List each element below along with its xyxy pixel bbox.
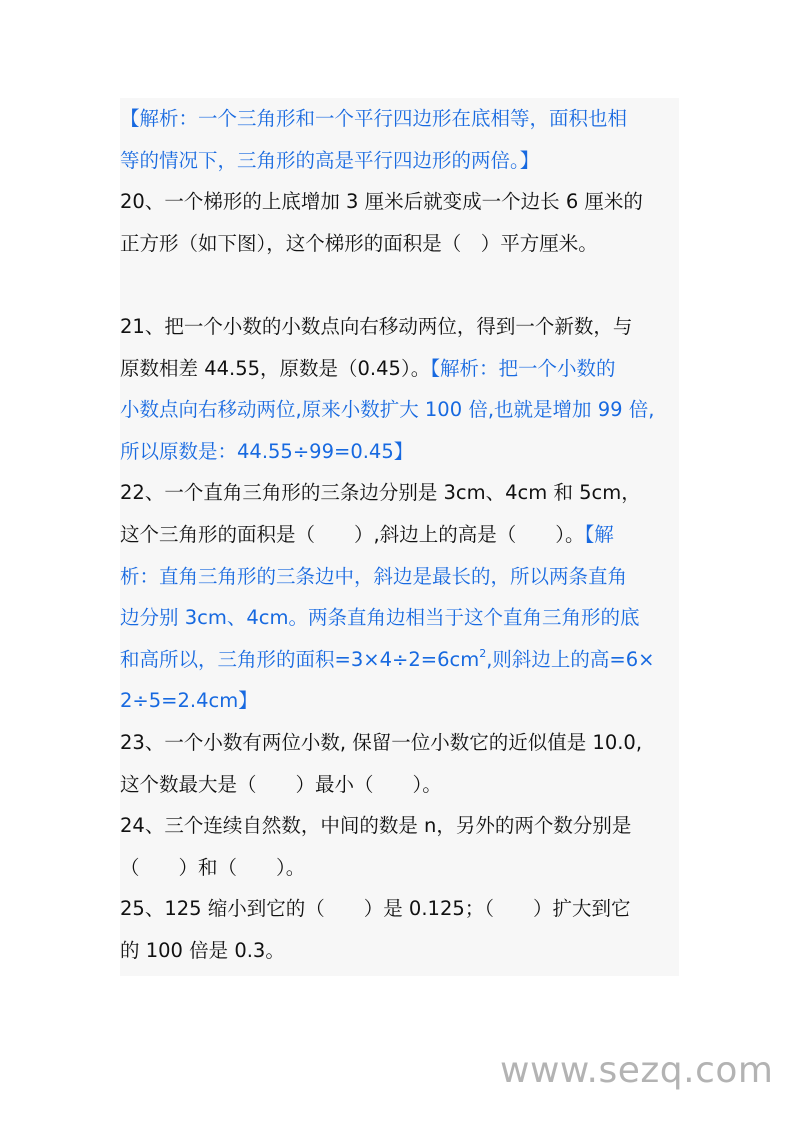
watermark-text: www.sezq.com — [500, 1050, 774, 1091]
question-22-text: 这个三角形的面积是（ ）,斜边上的高是（ ）。 — [120, 522, 585, 546]
analysis-text: 【解 — [584, 522, 614, 546]
figure-gap — [120, 264, 679, 306]
analysis-text: 和高所以，三角形的面积=3×4÷2=6cm — [120, 647, 480, 671]
analysis-line: 等的情况下，三角形的高是平行四边形的两倍。】 — [120, 148, 540, 172]
analysis-text: ,则斜边上的高=6× — [486, 647, 655, 671]
question-25-line: 的 100 倍是 0.3。 — [120, 938, 285, 962]
analysis-line: 边分别 3cm、4cm。两条直角边相当于这个直角三角形的底 — [120, 606, 640, 630]
question-20-line: 20、一个梯形的上底增加 3 厘米后就变成一个边长 6 厘米的 — [120, 190, 643, 214]
question-21-line — [120, 348, 679, 390]
analysis-line: 所以原数是：44.55÷99=0.45】 — [120, 439, 414, 463]
question-20-line: 正方形（如下图），这个梯形的面积是（ ）平方厘米。 — [120, 231, 598, 255]
question-23-line: 这个数最大是（ ）最小（ ）。 — [120, 772, 442, 796]
analysis-text: 【解析：把一个小数的 — [430, 356, 616, 380]
question-21-line: 21、把一个小数的小数点向右移动两位，得到一个新数，与 — [120, 314, 633, 338]
superscript: 2 — [479, 646, 487, 660]
analysis-line: 2÷5=2.4cm】 — [120, 689, 258, 713]
question-22-line — [120, 514, 679, 556]
question-24-line: 24、三个连续自然数，中间的数是 n，另外的两个数分别是 — [120, 814, 632, 838]
analysis-line: 小数点向右移动两位,原来小数扩大 100 倍,也就是增加 99 倍, — [120, 398, 655, 422]
question-23-line: 23、一个小数有两位小数, 保留一位小数它的近似值是 10.0, — [120, 730, 643, 754]
question-25-line: 25、125 缩小到它的（ ）是 0.125；（ ）扩大到它 — [120, 897, 631, 921]
question-24-line: （ ）和（ ）。 — [120, 855, 306, 879]
analysis-line: 【解析：一个三角形和一个平行四边形在底相等，面积也相 — [120, 107, 628, 130]
question-21-text: 原数相差 44.55，原数是（0.45）。 — [120, 356, 431, 380]
analysis-line — [120, 639, 679, 681]
analysis-line: 析：直角三角形的三条边中，斜边是最长的，所以两条直角 — [120, 564, 628, 588]
question-22-line: 22、一个直角三角形的三条边分别是 3cm、4cm 和 5cm， — [120, 481, 641, 505]
document-page — [120, 98, 679, 976]
